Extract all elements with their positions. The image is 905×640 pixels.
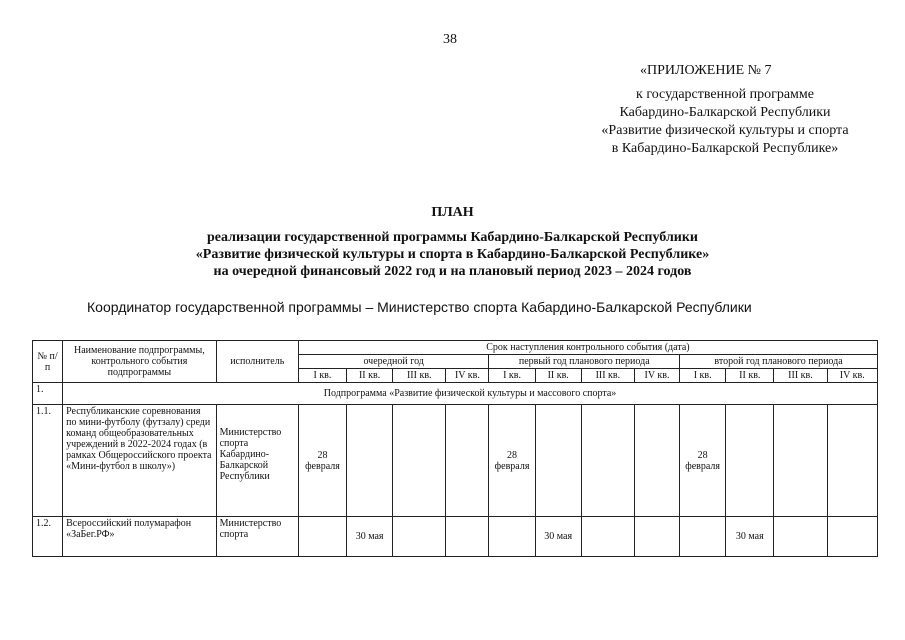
date-cell: [726, 405, 774, 517]
subprogram-title: Подпрограмма «Развитие физической культуры и массового спорта»: [63, 383, 878, 405]
appendix-line: Кабардино-Балкарской Республики: [619, 105, 831, 120]
header-quarter: III кв.: [393, 369, 446, 383]
date-cell: [774, 517, 827, 557]
date-cell: [680, 517, 726, 557]
header-quarter: II кв.: [535, 369, 581, 383]
date-cell: 28 февраля: [298, 405, 346, 517]
header-quarter: III кв.: [581, 369, 634, 383]
table-row: [33, 405, 878, 517]
date-cell: [634, 517, 679, 557]
subprogram-num: 1.: [33, 383, 63, 405]
row-num: 1.2.: [33, 517, 63, 557]
date-cell: [393, 517, 446, 557]
date-cell: [347, 405, 393, 517]
appendix-line: к государственной программе: [636, 87, 814, 102]
date-cell: [827, 517, 877, 557]
appendix-line: в Кабардино-Балкарской Республике»: [611, 141, 839, 156]
plan-subtitle-line: на очередной финансовый 2022 год и на плановый период 2023 – 2024 годов: [213, 264, 692, 279]
header-period: очередной год: [298, 355, 489, 369]
date-cell: [393, 405, 446, 517]
header-quarter: I кв.: [680, 369, 726, 383]
row-num: 1.1.: [33, 405, 63, 517]
date-cell: 28 февраля: [680, 405, 726, 517]
header-quarter: IV кв.: [634, 369, 679, 383]
appendix-block: [560, 62, 890, 158]
plan-subtitle-line: реализации государственной программы Кабардино-Балкарской Республики: [207, 230, 698, 245]
header-quarter: III кв.: [774, 369, 827, 383]
page-number: 38: [443, 32, 457, 47]
plan-title: ПЛАН: [431, 205, 474, 220]
header-executor: исполнитель: [216, 341, 298, 383]
date-cell: [446, 405, 489, 517]
date-cell: [827, 405, 877, 517]
header-num: № п/п: [33, 341, 63, 383]
date-cell: [446, 517, 489, 557]
header-period: второй год планового периода: [680, 355, 878, 369]
date-cell: [634, 405, 679, 517]
coordinator-text: Координатор государственной программы – Министерство спорта Кабардино-Балкарской Республики: [87, 299, 752, 315]
date-cell: [535, 405, 581, 517]
date-cell: 28 февраля: [489, 405, 535, 517]
appendix-line: «Развитие физической культуры и спорта: [601, 123, 849, 138]
row-name: Всероссийский полумарафон «ЗаБег.РФ»: [63, 517, 217, 557]
plan-heading: [0, 204, 905, 280]
header-quarter: II кв.: [726, 369, 774, 383]
header-quarter: I кв.: [489, 369, 535, 383]
header-quarter: IV кв.: [827, 369, 877, 383]
header-row: [33, 341, 878, 355]
header-quarter: IV кв.: [446, 369, 489, 383]
plan-subtitle-line: «Развитие физической культуры и спорта в Кабардино-Балкарской Республике»: [195, 247, 710, 262]
header-period: первый год планового периода: [489, 355, 680, 369]
header-quarter: I кв.: [298, 369, 346, 383]
date-cell: [774, 405, 827, 517]
table-row: [33, 517, 878, 557]
plan-table: [32, 340, 878, 557]
date-cell: [581, 517, 634, 557]
date-cell: [489, 517, 535, 557]
subprogram-row: [33, 383, 878, 405]
date-cell: [298, 517, 346, 557]
header-name: Наименование подпрограммы, контрольного события подпрограммы: [63, 341, 217, 383]
date-cell: [581, 405, 634, 517]
header-deadline: Срок наступления контрольного события (дата): [298, 341, 877, 355]
row-executor: Министерство спорта Кабардино-Балкарской Республики: [216, 405, 298, 517]
row-executor: Министерство спорта: [216, 517, 298, 557]
date-cell: 30 мая: [726, 517, 774, 557]
date-cell: 30 мая: [535, 517, 581, 557]
row-name: Республиканские соревнования по мини-футболу (футзалу) среди команд общеобразовательных учреждений в 2022-2024 годах (в рамках Общероссийского проекта «Мини-футбол в школу»): [63, 405, 217, 517]
appendix-title: «ПРИЛОЖЕНИЕ № 7: [640, 63, 772, 78]
date-cell: 30 мая: [347, 517, 393, 557]
header-quarter: II кв.: [347, 369, 393, 383]
